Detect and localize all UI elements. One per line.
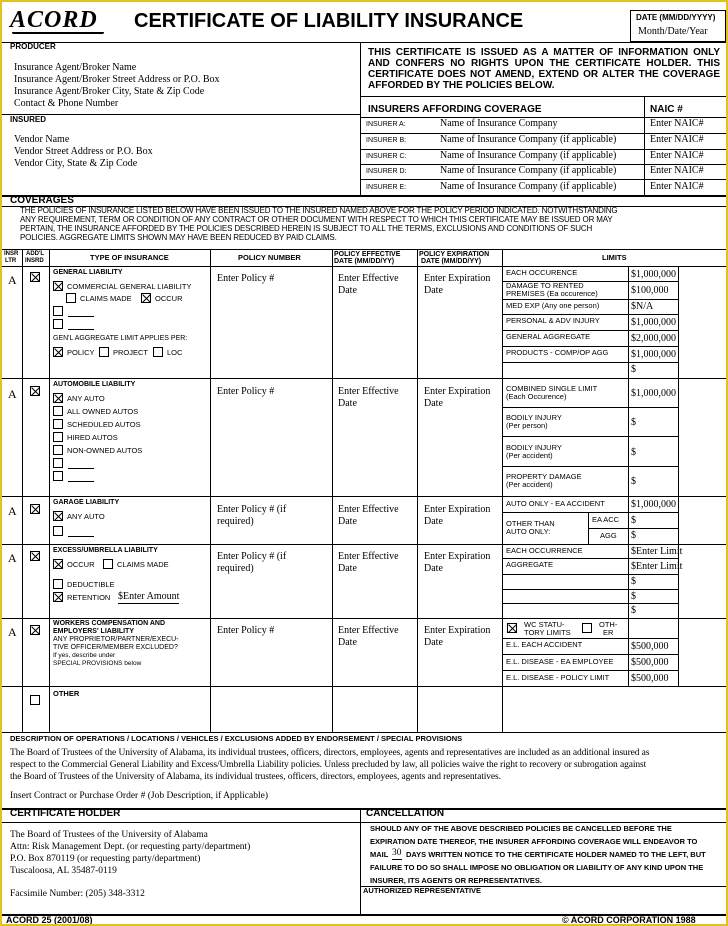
limit-label: E.L. DISEASE - EA EMPLOYEE <box>506 657 614 666</box>
wc-note: SPECIAL PROVISIONS below <box>53 660 142 667</box>
limit-value[interactable]: $ <box>631 476 636 487</box>
limit-value[interactable]: $1,000,000 <box>631 269 676 280</box>
limit-value[interactable]: $1,000,000 <box>631 499 676 510</box>
coverages-text: POLICIES. AGGREGATE LIMITS SHOWN MAY HAVE BEEN REDUCED BY PAID CLAIMS. <box>20 233 337 242</box>
any-auto-checkbox[interactable] <box>53 511 63 521</box>
coverage-title: GENERAL LIABILITY <box>53 269 123 276</box>
limit-label: MED EXP (Any one person) <box>506 301 600 310</box>
limit-label: EACH OCCURENCE <box>506 268 578 277</box>
limit-label: EACH OCCURRENCE <box>506 546 583 555</box>
col-eff: POLICY EFFECTIVE <box>334 251 401 258</box>
wc-other-checkbox[interactable] <box>582 623 592 633</box>
limit-value[interactable]: $1,000,000 <box>631 317 676 328</box>
all-owned-checkbox[interactable] <box>53 406 63 416</box>
effective-date[interactable]: Date <box>338 563 357 574</box>
deductible-label: DEDUCTIBLE <box>67 580 115 589</box>
expiration-date[interactable]: Date <box>424 516 443 527</box>
blank-line[interactable] <box>68 468 94 469</box>
limit-value[interactable]: $N/A <box>631 301 654 312</box>
blank-checkbox[interactable] <box>53 458 63 468</box>
cgl-checkbox[interactable] <box>53 281 63 291</box>
project-checkbox[interactable] <box>99 347 109 357</box>
expiration-date[interactable]: Enter Expiration <box>424 273 491 284</box>
insurers-header: INSURERS AFFORDING COVERAGE <box>368 104 542 115</box>
claims-made-checkbox[interactable] <box>66 293 76 303</box>
addl-insured-checkbox[interactable] <box>30 504 40 514</box>
limit-value[interactable]: $1,000,000 <box>631 388 676 399</box>
wc-note: If yes, describe under <box>53 652 116 659</box>
limit-value[interactable]: $ <box>631 515 636 526</box>
cancellation-text: FAILURE TO DO SO SHALL IMPOSE NO OBLIGATION OR LIABILITY OF ANY KIND UPON THE <box>370 863 704 872</box>
auto-option: ALL OWNED AUTOS <box>67 407 139 416</box>
form-number: ACORD 25 (2001/08) <box>6 915 93 925</box>
description-line[interactable]: The Board of Trustees of the University of Alabama, its individual trustees, officers, directors, employees, agents and representatives are included as an additional insured as <box>10 748 650 758</box>
col-addl: ADD'L <box>26 251 45 257</box>
claims-made-label: CLAIMS MADE <box>117 560 169 569</box>
effective-date[interactable]: Date <box>338 637 357 648</box>
holder-line[interactable]: Attn: Risk Management Dept. (or requesting party/department) <box>10 842 251 852</box>
insurer-name[interactable]: Name of Insurance Company (if applicable) <box>440 150 617 161</box>
limit-label: OTHER THAN <box>506 519 555 528</box>
blank-checkbox[interactable] <box>53 471 63 481</box>
form-title: CERTIFICATE OF LIABILITY INSURANCE <box>134 10 524 32</box>
insurer-name[interactable]: Name of Insurance Company (if applicable) <box>440 134 617 145</box>
claims-made-checkbox[interactable] <box>103 559 113 569</box>
expiration-date[interactable]: Date <box>424 563 443 574</box>
certificate-notice: THIS CERTIFICATE IS ISSUED AS A MATTER OF INFORMATION ONLY AND CONFERS NO RIGHTS UPON THE CERTIFICATE HOLDER. THIS CERTIFICATE DOES NOT AMEND, EXTEND OR ALTER THE COVERAGE AFFORDED BY THE POLICIES BELOW. <box>368 47 720 91</box>
col-limits: LIMITS <box>602 253 627 262</box>
expiration-date[interactable]: Date <box>424 637 443 648</box>
limit-value[interactable]: $ <box>631 530 636 541</box>
blank-line[interactable] <box>68 481 94 482</box>
coverage-title: GARAGE LIABILITY <box>53 499 120 506</box>
limit-value[interactable]: $2,000,000 <box>631 333 676 344</box>
insurer-naic[interactable]: Enter NAIC# <box>650 150 704 161</box>
insurer-naic[interactable]: Enter NAIC# <box>650 118 704 129</box>
garage-option: ANY AUTO <box>67 512 105 521</box>
holder-line[interactable]: P.O. Box 870119 (or requesting party/department) <box>10 854 201 864</box>
coverages-text: THE POLICIES OF INSURANCE LISTED BELOW HAVE BEEN ISSUED TO THE INSURED NAMED ABOVE FOR THE POLICY PERIOD INDICATED. NOTWITHSTANDING <box>20 206 618 215</box>
cancellation-text: DAYS WRITTEN NOTICE TO THE CERTIFICATE HOLDER NAMED TO THE LEFT, BUT <box>406 850 706 859</box>
cancellation-text: SHOULD ANY OF THE ABOVE DESCRIBED POLICIES BE CANCELLED BEFORE THE <box>370 824 672 833</box>
retention-amount[interactable]: $Enter Amount <box>118 591 180 602</box>
wc-statutory-label: TORY LIMITS <box>524 628 571 637</box>
insurer-naic[interactable]: Enter NAIC# <box>650 134 704 145</box>
insurer-letter[interactable]: A <box>8 551 17 565</box>
limit-value[interactable]: $ <box>631 591 636 602</box>
limit-label: GENERAL AGGREGATE <box>506 332 591 341</box>
blank-line[interactable] <box>68 536 94 537</box>
insurer-label: INSURER C: <box>366 153 407 160</box>
expiration-date[interactable]: Enter Expiration <box>424 504 491 515</box>
limit-label: PRODUCTS - COMP/OP AGG <box>506 348 609 357</box>
auto-option: SCHEDULED AUTOS <box>67 420 141 429</box>
col-exp: POLICY EXPIRATION <box>419 251 490 258</box>
wc-other-label: OTH- <box>599 620 618 629</box>
insured-line[interactable]: Vendor Name <box>14 134 70 145</box>
wc-other-label: ER <box>603 628 614 637</box>
cancellation-text: MAIL <box>370 850 389 859</box>
contract-number[interactable]: Insert Contract or Purchase Order # (Job Description, if Applicable) <box>10 791 269 801</box>
policy-number[interactable]: Enter Policy # <box>217 273 275 284</box>
logo-swoosh <box>12 32 104 35</box>
coverages-text: ANY REQUIREMENT, TERM OR CONDITION OF ANY CONTRACT OR OTHER DOCUMENT WITH RESPECT TO WHICH THIS CERTIFICATE MAY BE ISSUED OR MAY <box>20 215 613 224</box>
wc-statutory-label: WC STATU- <box>524 620 565 629</box>
expiration-date[interactable]: Date <box>424 285 443 296</box>
description-line[interactable]: the Board of Trustees of the University of Alabama, its individual trustees, officers, directors, employees, agents and representatives. <box>10 772 501 782</box>
insurer-name[interactable]: Name of Insurance Company (if applicable) <box>440 165 617 176</box>
col-type: TYPE OF INSURANCE <box>90 253 169 262</box>
hired-checkbox[interactable] <box>53 432 63 442</box>
coverage-title: EXCESS/UMBRELLA LIABILITY <box>53 547 158 554</box>
limit-value[interactable]: $ <box>631 417 636 428</box>
expiration-date[interactable]: Enter Expiration <box>424 625 491 636</box>
coverage-title: OTHER <box>53 689 80 698</box>
blank-line[interactable] <box>68 316 94 317</box>
insurer-name[interactable]: Name of Insurance Company <box>440 118 558 129</box>
addl-insured-checkbox[interactable] <box>30 625 40 635</box>
effective-date[interactable]: Enter Effective <box>338 504 399 515</box>
cgl-label: COMMERCIAL GENERAL LIABILITY <box>67 282 192 291</box>
limit-label: PREMISES (Ea occurence) <box>506 289 598 298</box>
producer-line[interactable]: Insurance Agent/Broker City, State & Zip Code <box>14 86 205 97</box>
producer-line[interactable]: Insurance Agent/Broker Name <box>14 62 137 73</box>
policy-number[interactable]: Enter Policy # (if <box>217 551 287 562</box>
expiration-date[interactable]: Enter Expiration <box>424 386 491 397</box>
effective-date[interactable]: Enter Effective <box>338 273 399 284</box>
producer-line[interactable]: Insurance Agent/Broker Street Address or P.O. Box <box>14 74 220 85</box>
deductible-checkbox[interactable] <box>53 579 63 589</box>
ea-acc-label: EA ACC <box>592 515 620 524</box>
limit-label: (Each Occurence) <box>506 392 567 401</box>
signature-field[interactable] <box>360 896 728 914</box>
holder-label: CERTIFICATE HOLDER <box>10 808 121 819</box>
policy-number[interactable]: required) <box>217 563 254 574</box>
policy-option: POLICY <box>67 348 95 357</box>
policy-number[interactable]: Enter Policy # (if <box>217 504 287 515</box>
notice-days[interactable]: 30 <box>392 848 402 858</box>
wc-statutory-checkbox[interactable] <box>507 623 517 633</box>
limit-label: E.L. DISEASE - POLICY LIMIT <box>506 673 610 682</box>
insured-line[interactable]: Vendor Street Address or P.O. Box <box>14 146 153 157</box>
effective-date[interactable]: Date <box>338 285 357 296</box>
authorized-rep-label: AUTHORIZED REPRESENTATIVE <box>363 886 482 895</box>
limit-value[interactable]: $1,000,000 <box>631 349 676 360</box>
blank-checkbox[interactable] <box>53 306 63 316</box>
col-eff: DATE (MM/DD/YY) <box>334 258 395 265</box>
occur-checkbox[interactable] <box>141 293 151 303</box>
producer-line[interactable]: Contact & Phone Number <box>14 98 119 109</box>
addl-insured-checkbox[interactable] <box>30 272 40 282</box>
claims-made-label: CLAIMS MADE <box>80 294 132 303</box>
coverage-title: AUTOMOBILE LIABILITY <box>53 381 136 388</box>
holder-line[interactable]: The Board of Trustees of the University of Alabama <box>10 830 208 840</box>
holder-fax[interactable]: Facsimile Number: (205) 348-3312 <box>10 889 145 899</box>
insurer-letter[interactable]: A <box>8 504 17 518</box>
addl-insured-checkbox[interactable] <box>30 551 40 561</box>
effective-date[interactable]: Date <box>338 516 357 527</box>
copyright: © ACORD CORPORATION 1988 <box>562 915 696 925</box>
limit-value[interactable]: $ <box>631 447 636 458</box>
coverages-text: PERTAIN, THE INSURANCE AFFORDED BY THE POLICIES DESCRIBED HEREIN IS SUBJECT TO ALL THE TERMS, EXCLUSIONS AND CONDITIONS OF SUCH <box>20 224 593 233</box>
naic-header: NAIC # <box>650 104 683 115</box>
agg-label: AGG <box>600 531 617 540</box>
insured-line[interactable]: Vendor City, State & Zip Code <box>14 158 138 169</box>
addl-insured-checkbox[interactable] <box>30 386 40 396</box>
limit-value[interactable]: $Enter Limit <box>631 561 683 572</box>
producer-label: PRODUCER <box>10 42 56 51</box>
occur-label: OCCUR <box>155 294 183 303</box>
addl-insured-checkbox[interactable] <box>30 695 40 705</box>
policy-number[interactable]: Enter Policy # <box>217 386 275 397</box>
blank-checkbox[interactable] <box>53 526 63 536</box>
limit-label: PERSONAL & ADV INJURY <box>506 316 600 325</box>
loc-checkbox[interactable] <box>153 347 163 357</box>
limit-value[interactable]: $ <box>631 364 636 375</box>
loc-option: LOC <box>167 348 183 357</box>
effective-date[interactable]: Enter Effective <box>338 551 399 562</box>
wc-note: TIVE OFFICER/MEMBER EXCLUDED? <box>53 644 178 651</box>
effective-date[interactable]: Enter Effective <box>338 625 399 636</box>
limit-value[interactable]: $100,000 <box>631 285 669 296</box>
blank-checkbox[interactable] <box>53 319 63 329</box>
date-value[interactable]: Month/Date/Year <box>638 26 708 37</box>
project-option: PROJECT <box>113 348 149 357</box>
limit-label: (Per person) <box>506 421 548 430</box>
effective-date[interactable]: Date <box>338 398 357 409</box>
limit-label: PROPERTY DAMAGE <box>506 472 582 481</box>
insurer-name[interactable]: Name of Insurance Company (if applicable) <box>440 181 617 192</box>
retention-label: RETENTION <box>67 593 111 602</box>
description-label: DESCRIPTION OF OPERATIONS / LOCATIONS / VEHICLES / EXCLUSIONS ADDED BY ENDORSEMENT / SPECIAL PROVISIONS <box>10 734 463 743</box>
limit-label: DAMAGE TO RENTED <box>506 281 584 290</box>
insurer-label: INSURER A: <box>366 121 406 128</box>
insured-label: INSURED <box>10 115 47 124</box>
cancellation-label: CANCELLATION <box>366 808 445 819</box>
scheduled-checkbox[interactable] <box>53 419 63 429</box>
col-ltr: LTR <box>5 258 17 264</box>
limit-value[interactable]: $ <box>631 576 636 587</box>
limit-label: AUTO ONLY: <box>506 527 551 536</box>
insurer-naic[interactable]: Enter NAIC# <box>650 165 704 176</box>
coverages-label: COVERAGES <box>10 195 74 206</box>
cancellation-text: EXPIRATION DATE THEREOF, THE INSURER AFFORDING COVERAGE WILL ENDEAVOR TO <box>370 837 698 846</box>
policy-checkbox[interactable] <box>53 347 63 357</box>
limit-label: E.L. EACH ACCIDENT <box>506 640 583 649</box>
coverage-title: WORKERS COMPENSATION AND <box>53 620 165 627</box>
description-line[interactable]: respect to the Commercial General Liability and Excess/Umbrella Liability policies. Unless precluded by law, all policies waive the right to recovery or subrogation against <box>10 760 647 770</box>
auto-option: HIRED AUTOS <box>67 433 118 442</box>
insurer-label: INSURER D: <box>366 168 407 175</box>
limit-label: (Per accident) <box>506 480 553 489</box>
limit-value[interactable]: $Enter Limit <box>631 546 683 557</box>
agg-applies-label: GEN'L AGGREGATE LIMIT APPLIES PER: <box>53 335 188 342</box>
col-policy: POLICY NUMBER <box>238 253 301 262</box>
limit-value[interactable]: $ <box>631 605 636 616</box>
limit-label: (Per accident) <box>506 451 553 460</box>
insurer-letter[interactable]: A <box>8 273 17 287</box>
expiration-date[interactable]: Date <box>424 398 443 409</box>
any-auto-checkbox[interactable] <box>53 393 63 403</box>
col-insrd: INSRD <box>25 258 44 264</box>
blank-line[interactable] <box>68 329 94 330</box>
insurer-label: INSURER B: <box>366 137 407 144</box>
cancellation-text: INSURER, ITS AGENTS OR REPRESENTATIVES. <box>370 876 542 885</box>
col-exp: DATE (MM/DD/YY) <box>421 258 482 265</box>
non-owned-checkbox[interactable] <box>53 445 63 455</box>
insurer-letter[interactable]: A <box>8 387 17 401</box>
expiration-date[interactable]: Enter Expiration <box>424 551 491 562</box>
policy-number[interactable]: required) <box>217 516 254 527</box>
policy-number[interactable]: Enter Policy # <box>217 625 275 636</box>
limit-label: AUTO ONLY - EA ACCIDENT <box>506 499 605 508</box>
limit-label: BODILY INJURY <box>506 443 562 452</box>
acord-logo: ACORD <box>10 7 98 33</box>
occur-checkbox[interactable] <box>53 559 63 569</box>
coverage-title: EMPLOYERS' LIABILITY <box>53 628 135 635</box>
col-insr: INSR <box>4 251 19 257</box>
limit-value[interactable]: $500,000 <box>631 641 669 652</box>
holder-line[interactable]: Tuscaloosa, AL 35487-0119 <box>10 866 117 876</box>
auto-option: NON-OWNED AUTOS <box>67 446 143 455</box>
retention-checkbox[interactable] <box>53 592 63 602</box>
wc-note: ANY PROPRIETOR/PARTNER/EXECU- <box>53 636 179 643</box>
insurer-label: INSURER E: <box>366 184 407 191</box>
limit-value[interactable]: $500,000 <box>631 673 669 684</box>
auto-option: ANY AUTO <box>67 394 105 403</box>
effective-date[interactable]: Enter Effective <box>338 386 399 397</box>
occur-label: OCCUR <box>67 560 95 569</box>
limit-label: COMBINED SINGLE LIMIT <box>506 384 598 393</box>
date-label: DATE (MM/DD/YYYY) <box>636 13 716 22</box>
limit-label: AGGREGATE <box>506 560 553 569</box>
insurer-letter[interactable]: A <box>8 625 17 639</box>
insurer-naic[interactable]: Enter NAIC# <box>650 181 704 192</box>
limit-label: BODILY INJURY <box>506 413 562 422</box>
limit-value[interactable]: $500,000 <box>631 657 669 668</box>
